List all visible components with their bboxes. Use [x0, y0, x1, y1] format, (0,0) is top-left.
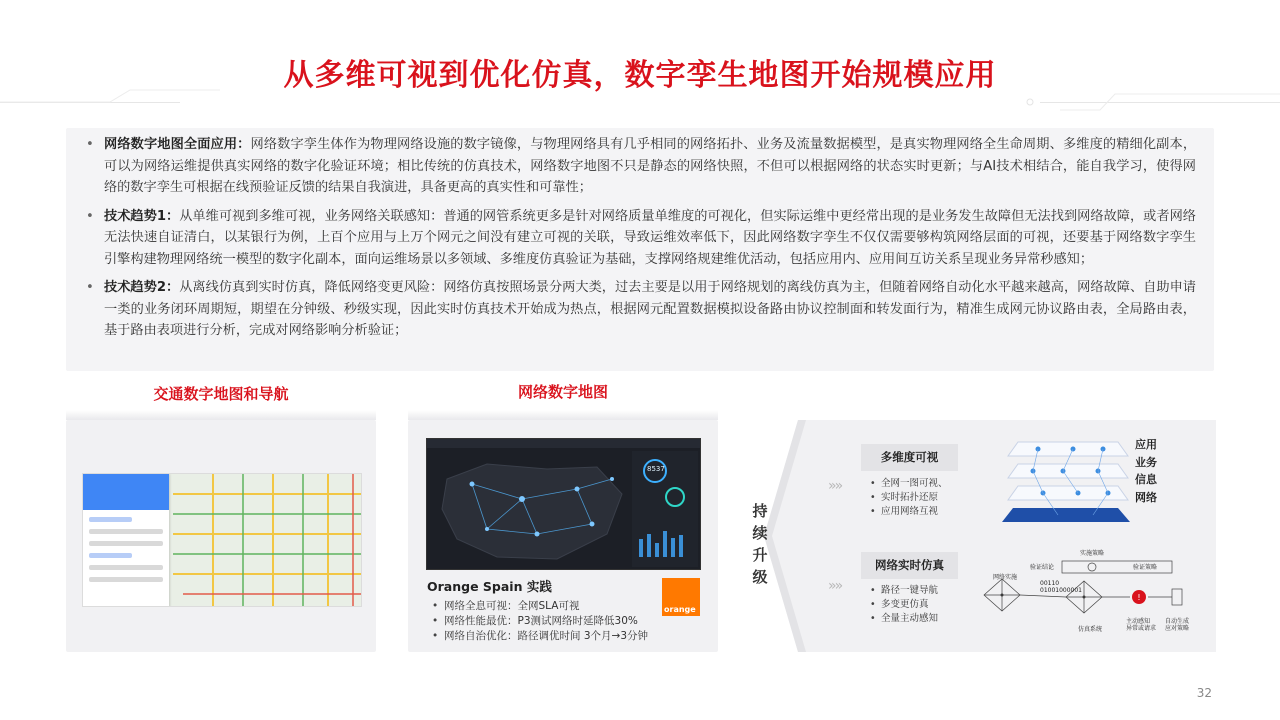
bullet-text: 从离线仿真到实时仿真，降低网络变更风险：网络仿真按照场景分两大类，过去主要是以用于网络规划的离线仿真为主，但随着网络自动化水平越来越高，网络故障、自助申请一类的业务闭环周期短，期望在分钟级、秒级实现，因此实时仿真技术开始成为热点，根据网元配置数据模拟设备路由协议控制面和转发面行为，精准生成网元协议路由表，全局路由表，基于路由表项进行分析，完成对网络影响分析验证； [104, 280, 1196, 338]
diagram-label: 网络实施 [993, 574, 1018, 581]
page-number: 32 [1196, 686, 1212, 700]
diagram-label: 实施策略 [1080, 550, 1105, 557]
feature-item: • 实时拓扑还原 [870, 491, 948, 505]
upgrade-char: 持 [752, 502, 768, 520]
content-panel [66, 128, 1214, 371]
page-title: 从多维可视到优化仿真，数字孪生地图开始规模应用 [283, 58, 997, 93]
diagram-label: 自动生成 应对策略 [1165, 618, 1190, 632]
layer-label: 业务 [1135, 455, 1157, 469]
feature-box-simulation: 网络实时仿真 [861, 552, 958, 579]
bullet-item [84, 134, 1196, 199]
card-shadow [66, 410, 376, 420]
diagram-label: 验证结论 [1030, 564, 1055, 571]
case-point: • 网络自治优化：路径调优时间 3个月→3分钟 [432, 629, 648, 644]
feature-list-simulation [870, 584, 938, 626]
card-title-network: 网络数字地图 [517, 383, 608, 401]
case-title: Orange Spain 实践 [427, 579, 552, 594]
diagram-label: 主动感知 异常或请求 [1126, 618, 1157, 632]
map-panel-row [89, 565, 163, 570]
upgrade-label [751, 500, 769, 588]
feature-item: • 应用网络互视 [870, 505, 948, 519]
bullet-heading: 网络数字地图全面应用： [104, 137, 251, 152]
orange-logo-text: orange [664, 605, 696, 614]
card-shadow [408, 410, 718, 420]
screen-metric-value: 8537 [647, 465, 665, 473]
network-topology-graphic [427, 439, 701, 570]
orange-logo [662, 578, 700, 616]
layer-label: 信息 [1135, 473, 1157, 486]
card-title-traffic: 交通数字地图和导航 [153, 385, 289, 403]
bullet-text: 网络数字孪生体作为物理网络设施的数字镜像，与物理网络具有几乎相同的网络拓扑、业务及流量数据模型，是真实物理网络全生命周期、多维度的精细化副本，可以为网络运维提供真实网络的数字化验证环境；相比传统的仿真技术，网络数字地图不只是静态的网络快照，不但可以根据网络的状态实时更新；与AI技术相结合，能自我学习，使得网络的数字孪生可根据在线预验证反馈的结果自我演进，具备更高的真实性和可靠性； [104, 137, 1197, 195]
diagram-label: 验证策略 [1133, 564, 1158, 571]
layer-label: 应用 [1135, 438, 1157, 451]
bullet-text: 从单维可视到多维可视，业务网络关联感知：普通的网管系统更多是针对网络质量单维度的可视化，但实际运维中更经常出现的是业务发生故障但无法找到网络故障，或者网络无法快速自证清白，以某银行为例，上百个应用与上万个网元之间没有建立可视的关联，导致运维效率低下，因此网络数字孪生不仅仅需要够构筑网络层面的可视，还要基于网络数字孪生引擎构建物理网络统一模型的数字化副本，面向运维场景以多领域、多维度仿真验证为基础，支撑网络规建维优活动，包括应用内、应用间互访关系呈现业务异常秒感知； [104, 208, 1196, 267]
layer-label: 网络 [1135, 490, 1157, 504]
map-panel-row [89, 541, 163, 546]
traffic-map-screenshot [82, 473, 362, 607]
case-point: • 网络性能最优：P3测试网络时延降低30% [432, 614, 648, 629]
case-points [432, 599, 648, 644]
bullet-item [84, 206, 1196, 271]
map-panel-row [89, 553, 132, 558]
map-panel-row [89, 517, 132, 522]
bullet-heading: 技术趋势2： [104, 280, 180, 295]
feature-list-visual [870, 477, 948, 519]
upgrade-char: 升 [752, 546, 768, 564]
map-panel-row [89, 577, 163, 582]
layer-labels [1135, 436, 1161, 506]
feature-item: • 路径一键导航 [870, 584, 938, 598]
map-panel-header [83, 474, 169, 510]
diagram-label: 仿真系统 [1078, 626, 1103, 633]
layered-network-diagram [998, 432, 1133, 524]
network-map-screenshot [426, 438, 701, 570]
svg-text:!: ! [1137, 593, 1141, 602]
map-panel-row [89, 529, 163, 534]
feature-box-visual: 多维度可视 [861, 444, 958, 471]
diagram-label: 00110 01001000001 [1040, 580, 1082, 594]
upgrade-char: 续 [752, 524, 768, 542]
feature-item: • 全量主动感知 [870, 612, 938, 626]
feature-item: • 多变更仿真 [870, 598, 938, 612]
feature-item: • 全网一图可视、 [870, 477, 948, 491]
bullet-item [84, 277, 1196, 342]
bullet-heading: 技术趋势1： [104, 208, 180, 224]
map-route-panel [83, 474, 169, 607]
chevrons-right-icon: »» [828, 578, 842, 594]
upgrade-char: 级 [752, 568, 768, 586]
chevrons-right-icon: »» [828, 478, 842, 494]
case-point: • 网络全息可视：全网SLA可视 [432, 599, 648, 614]
